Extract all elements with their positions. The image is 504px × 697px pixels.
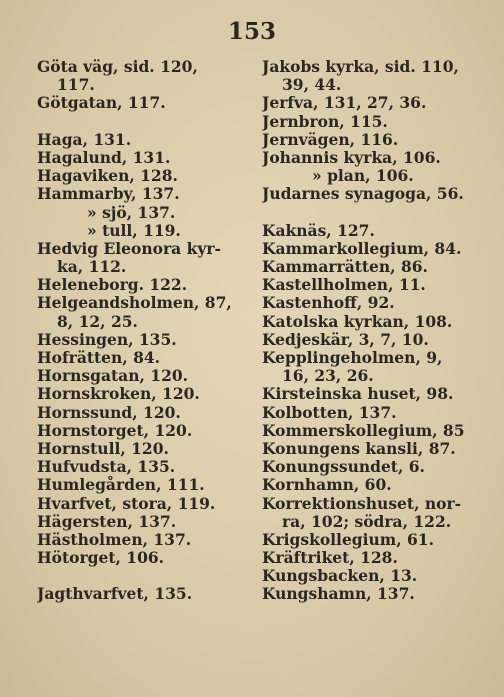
index-entry-line: Hornssund, 120. xyxy=(37,403,181,422)
index-entry-line: ka, 112. xyxy=(57,258,127,277)
index-entry-line: Hufvudsta, 135. xyxy=(37,458,176,477)
index-entry-line: Konungssundet, 6. xyxy=(262,458,425,477)
index-entry-line: Jerfva, 131, 27, 36. xyxy=(262,94,427,113)
index-entry-line: 16, 23, 26. xyxy=(282,367,374,386)
index-entry-line: Humlegården, 111. xyxy=(37,476,205,495)
index-entry-line: Kastellholmen, 11. xyxy=(262,276,426,295)
index-entry-line: Jernvägen, 116. xyxy=(262,130,399,149)
index-entry-line: Krigskollegium, 61. xyxy=(262,530,434,549)
index-entry-line: Kungshamn, 137. xyxy=(262,585,415,604)
line-spacer xyxy=(262,204,482,222)
index-entry-line: Kungsbacken, 13. xyxy=(262,567,418,586)
page-number: 153 xyxy=(227,18,276,45)
index-entry-line: ra, 102; södra, 122. xyxy=(282,512,452,531)
index-entry-line: Johannis kyrka, 106. xyxy=(262,148,441,167)
index-entry-line: Helgeandsholmen, 87, xyxy=(37,294,232,313)
index-entry-line: Hofrätten, 84. xyxy=(37,349,161,367)
index-column-left xyxy=(37,58,252,604)
index-entry-line: Hötorget, 106. xyxy=(37,549,165,568)
index-entry-line: Jakobs kyrka, sid. 110, xyxy=(262,58,459,76)
index-entry-line: Jernbron, 115. xyxy=(262,112,388,131)
index-entry-line: Kepplingeholmen, 9, xyxy=(262,349,443,367)
index-entry-line: Kammarrätten, 86. xyxy=(262,258,428,277)
index-entry-line: Hägersten, 137. xyxy=(37,512,177,531)
line-spacer xyxy=(37,113,252,131)
index-entry-line: Hammarby, 137. xyxy=(37,185,180,204)
index-entry-line: » plan, 106. xyxy=(312,167,414,186)
index-entry-line: Korrektionshuset, nor- xyxy=(262,494,462,513)
index-entry-line: 8, 12, 25. xyxy=(57,312,138,331)
index-entry-line: Götgatan, 117. xyxy=(37,94,166,113)
index-entry-line: Hornsgatan, 120. xyxy=(37,367,189,386)
index-entry-line: Katolska kyrkan, 108. xyxy=(262,312,453,331)
index-entry-line: Hedvig Eleonora kyr- xyxy=(37,239,221,258)
index-entry-line: Heleneborg. 122. xyxy=(37,276,188,295)
index-entry-line: Konungens kansli, 87. xyxy=(262,439,456,458)
index-entry-line: Göta väg, sid. 120, xyxy=(37,58,198,76)
index-entry-line: 117. xyxy=(57,76,95,95)
index-entry-line: Kastenhoff, 92. xyxy=(262,294,395,313)
index-entry-line: Hvarfvet, stora, 119. xyxy=(37,494,216,513)
index-entry-line: Haga, 131. xyxy=(37,130,132,149)
index-entry-line: Hagalund, 131. xyxy=(37,148,171,167)
index-entry-line: Hagaviken, 128. xyxy=(37,167,178,186)
index-entry-line: Kornhamn, 60. xyxy=(262,476,392,495)
index-column-right xyxy=(262,58,482,604)
index-entry-line: Kirsteinska huset, 98. xyxy=(262,385,454,404)
index-entry-line: Hornstorget, 120. xyxy=(37,421,193,440)
index-entry-line: Kommerskollegium, 85 xyxy=(262,421,465,440)
index-entry-line: Hästholmen, 137. xyxy=(37,530,192,549)
index-entry-line: Jagthvarfvet, 135. xyxy=(37,585,193,604)
index-entry-line: Hornskroken, 120. xyxy=(37,385,200,404)
index-entry-line: Hessingen, 135. xyxy=(37,330,177,349)
index-entry-line: » sjö, 137. xyxy=(87,203,176,222)
index-entry-line: 39, 44. xyxy=(282,76,342,95)
line-spacer xyxy=(37,567,252,585)
index-entry-line: Kaknäs, 127. xyxy=(262,221,375,240)
index-entry-line: Judarnes synagoga, 56. xyxy=(262,185,464,204)
index-entry-line: Kammarkollegium, 84. xyxy=(262,239,462,258)
index-entry-line: Kedjeskär, 3, 7, 10. xyxy=(262,330,429,349)
index-entry-line: » tull, 119. xyxy=(87,221,181,240)
index-entry-line: Kräftriket, 128. xyxy=(262,549,398,568)
index-entry-line: Kolbotten, 137. xyxy=(262,403,397,422)
index-entry-line: Hornstull, 120. xyxy=(37,439,169,458)
